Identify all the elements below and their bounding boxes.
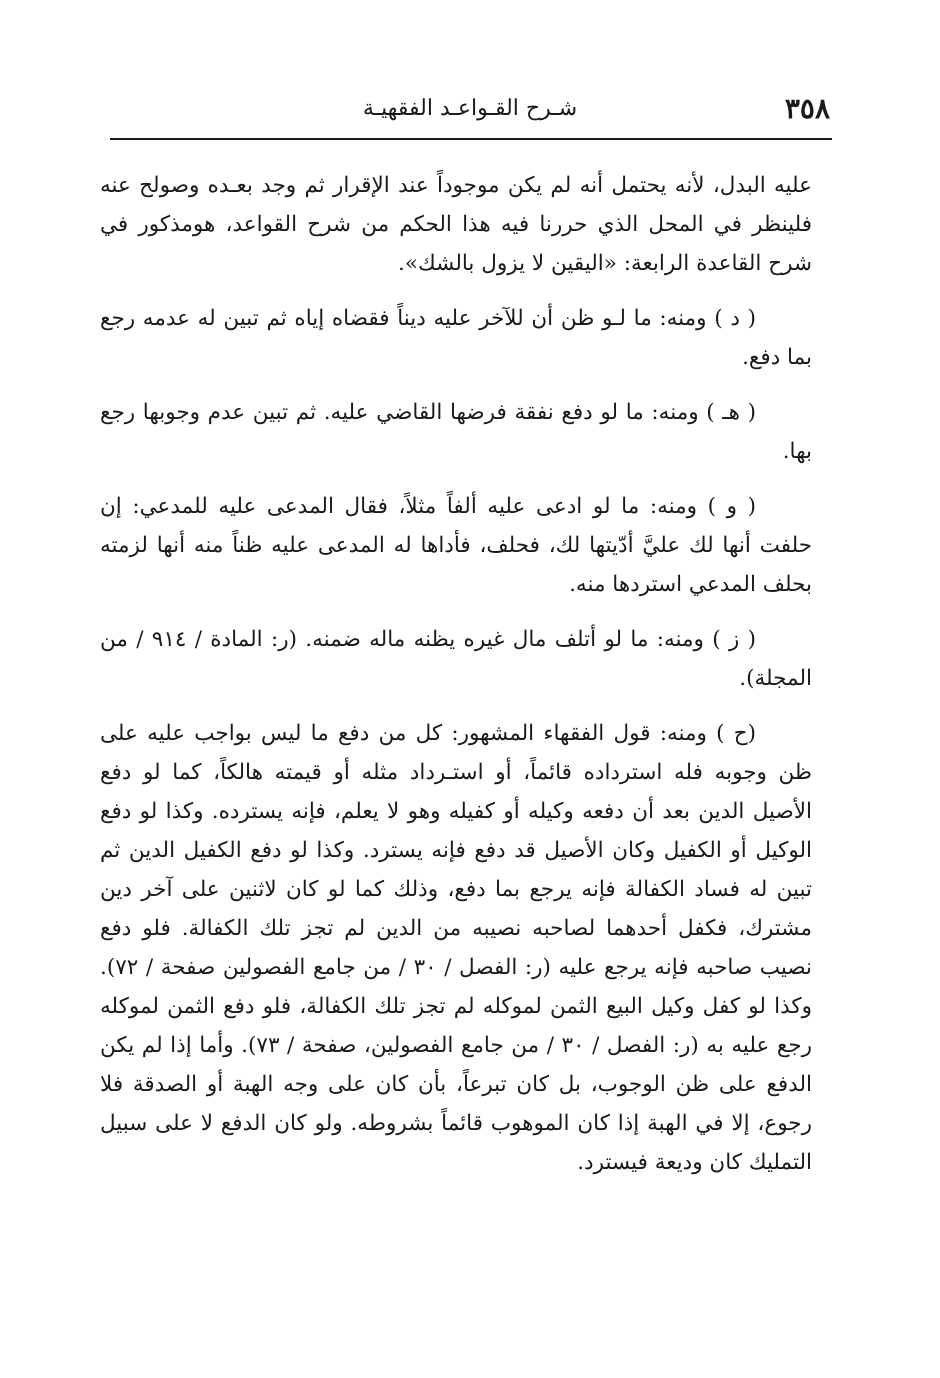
- page-header: [110, 92, 830, 136]
- paragraph-waw: ( و ) ومنه: ما لو ادعى عليه ألفاً مثلاً، فقال المدعى عليه للمدعي: إن حلفت أنها لك عليَّ أدّيتها لك، فحلف، فأداها له المدعى عليه ظناً منه أنها لزمته بحلف المدعي استردها منه.: [100, 494, 812, 597]
- page-body: [100, 166, 812, 1198]
- paragraph-continuation: عليه البدل، لأنه يحتمل أنه لم يكن موجوداً عند الإقرار ثم وجد بعـده وصولح عنه فلينظر في المحل الذي حررنا فيه هذا الحكم من شرح القواعد، هومذكور في شرح القاعدة الرابعة: «اليقين لا يزول بالشك».: [100, 173, 812, 276]
- paragraph-ha-long: (ح ) ومنه: قول الفقهاء المشهور: كل من دفع ما ليس بواجب عليه على ظن وجوبه فله استرداده قائماً، أو استـرداد مثله أو قيمته هالكاً، كما لو دفع الأصيل الدين بعد أن دفعه وكيله أو كفيله وهو لا يعلم، فإنه يسترده. وكذا لو دفع الوكيل أو الكفيل وكان الأصيل قد دفع فإنه يسترد. وكذا لو دفع الكفيل الدين ثم تبين له فساد الكفالة فإنه يرجع بما دفع، وذلك كما لو كان لاثنين على آخر دين مشترك، فكفل أحدهما لصاحبه نصيبه من الدين لم تجز تلك الكفالة. فلو دفع نصيب صاحبه فإنه يرجع عليه (ر: الفصل / ٣٠ / من جامع الفصولين صفحة / ٧٢). وكذا لو كفل وكيل البيع الثمن لموكله لم تجز تلك الكفالة، فلو دفع الثمن لموكله رجع عليه به (ر: الفصل / ٣٠ / من جامع الفصولين، صفحة / ٧٣). وأما إذا لم يكن الدفع على ظن الوجوب، بل كان تبرعاً، بأن كان على وجه الهبة أو الصدقة فلا رجوع، إلا في الهبة إذا كان الموهوب قائماً بشروطه. ولو كان الدفع لا على سبيل التمليك كان وديعة فيسترد.: [100, 721, 812, 1175]
- running-title: شـرح القـواعـد الفقهيـة: [362, 96, 578, 121]
- paragraph-dal: ( د ) ومنه: ما لـو ظن أن للآخر عليه ديناً فقضاه إياه ثم تبين له عدمه رجع بما دفع.: [100, 306, 812, 370]
- header-rule: [110, 138, 832, 140]
- paragraph-ha: ( هـ ) ومنه: ما لو دفع نفقة فرضها القاضي عليه. ثم تبين عدم وجوبها رجع بها.: [100, 400, 812, 464]
- paragraph-zay: ( ز ) ومنه: ما لو أتلف مال غيره يظنه ماله ضمنه. (ر: المادة / ٩١٤ / من المجلة).: [100, 627, 812, 691]
- page-number: ٣٥٨: [784, 92, 830, 125]
